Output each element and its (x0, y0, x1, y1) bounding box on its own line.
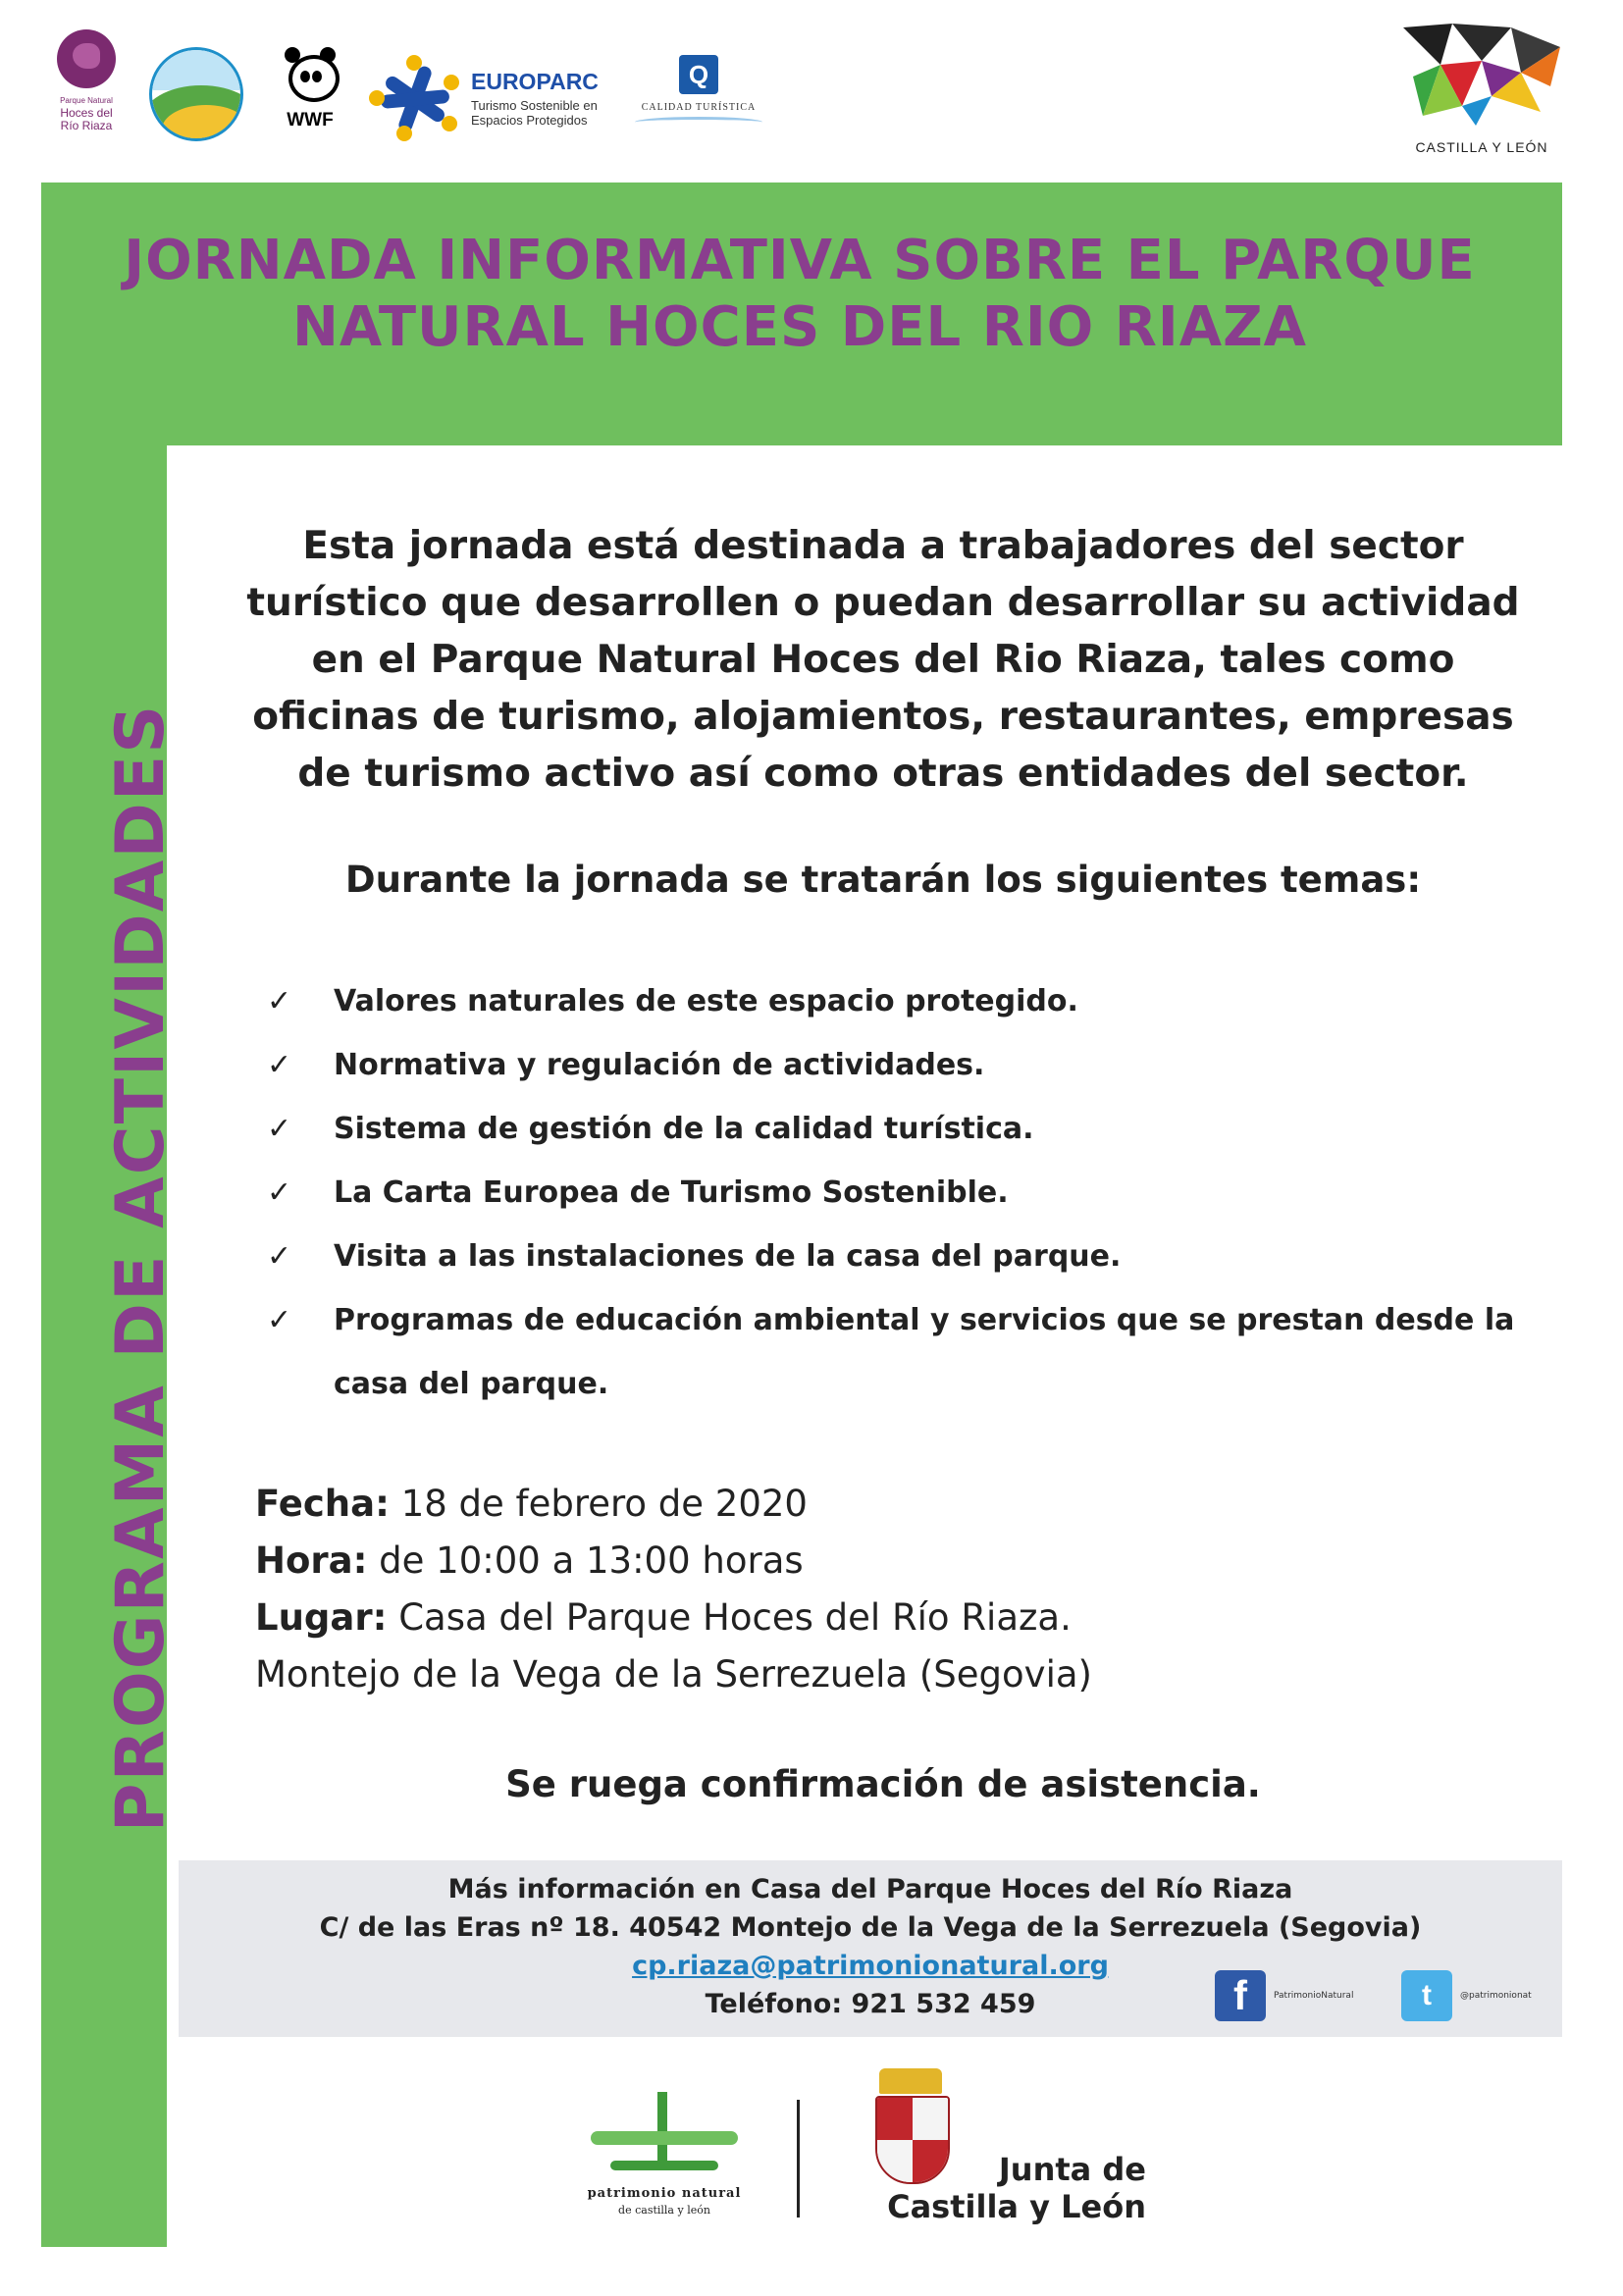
email-link[interactable]: cp.riaza@patrimonionatural.org (632, 1951, 1109, 1981)
page-title-line1: JORNADA INFORMATIVA SOBRE EL PARQUE (124, 229, 1476, 292)
time-value: de 10:00 a 13:00 horas (379, 1539, 804, 1582)
topic-text: La Carta Europea de Turismo Sostenible. (334, 1175, 1009, 1210)
confirmation-note: Se ruega confirmación de asistencia. (505, 1763, 1261, 1805)
date-value: 18 de febrero de 2020 (400, 1483, 808, 1525)
list-item (263, 1225, 1519, 1288)
twitter-icon: t (1401, 1970, 1452, 2021)
time-row (255, 1533, 1531, 1590)
place-row-2: Montejo de la Vega de la Serrezuela (Segovia) (255, 1653, 1092, 1696)
europarc-title: EUROPARC (471, 69, 599, 94)
checkmark-icon: ✓ (267, 1048, 292, 1082)
list-item (263, 969, 1519, 1033)
europarc-subtitle-line1: Turismo Sostenible en (471, 98, 598, 113)
junta-line2: Castilla y León (887, 2188, 1146, 2225)
list-item (263, 1161, 1519, 1225)
topic-text: Programas de educación ambiental y servicios que se prestan desde la casa del parque. (334, 1303, 1515, 1401)
calidad-turistica-logo (632, 55, 765, 139)
crown-icon (879, 2068, 942, 2094)
event-details (255, 1476, 1531, 1703)
phone-number: Teléfono: 921 532 459 (705, 1989, 1036, 2019)
facebook-link[interactable] (1215, 1970, 1353, 2021)
checkmark-icon: ✓ (267, 984, 292, 1018)
europarc-subtitle (471, 98, 598, 128)
plant-icon (657, 2092, 667, 2168)
topics-heading: Durante la jornada se tratarán los siguientes temas: (344, 859, 1422, 901)
contact-info-text (179, 1870, 1562, 2023)
europarc-logo (369, 51, 624, 141)
list-item (263, 1033, 1519, 1097)
patrimonio-logo-line1: patrimonio natural (587, 2186, 742, 2201)
junta-castilla-y-leon-logo (852, 2068, 1146, 2235)
time-label: Hora: (255, 1539, 368, 1582)
hoces-logo-line3: Río Riaza (60, 119, 113, 132)
programa-de-actividades-label: PROGRAMA DE ACTIVIDADES (102, 703, 180, 1833)
hoces-logo-line1: Parque Natural (60, 96, 113, 105)
castilla-y-leon-logo (1393, 18, 1570, 165)
facebook-caption: PatrimonioNatural (1274, 1991, 1354, 2001)
checkmark-icon: ✓ (267, 1239, 292, 1274)
intro-paragraph: Esta jornada está destinada a trabajadores del sector turístico que desarrollen o puedan desarrollar su actividad en el Parque Natural Hoces del Rio Riaza, tales como oficinas de turismo, alojamientos, restaurantes, empresas de turismo activo así como otras entidades del sector. (246, 524, 1520, 796)
castilla-y-leon-emblem-icon (1393, 18, 1570, 135)
facebook-icon: f (1215, 1970, 1266, 2021)
landscape-logo (149, 47, 243, 141)
topic-text: Normativa y regulación de actividades. (334, 1048, 985, 1082)
twitter-link[interactable] (1401, 1970, 1532, 2021)
junta-line1: Junta de (998, 2151, 1146, 2188)
junta-logo-text (852, 2151, 1146, 2225)
vulture-icon (57, 29, 116, 88)
page-title-line2: NATURAL HOCES DEL RIO RIAZA (291, 295, 1308, 359)
page-title (59, 228, 1541, 361)
wwf-logo-text: WWF (287, 110, 334, 130)
date-label: Fecha: (255, 1483, 390, 1525)
contact-line-1: Más información en Casa del Parque Hoces del Río Riaza (447, 1874, 1293, 1905)
footer-divider (797, 2100, 800, 2218)
checkmark-icon: ✓ (267, 1175, 292, 1210)
calidad-turistica-text: CALIDAD TURÍSTICA (641, 102, 757, 113)
contact-address: C/ de las Eras nº 18. 40542 Montejo de la Vega de la Serrezuela (Segovia) (319, 1912, 1422, 1943)
europarc-star-icon (369, 55, 459, 141)
hoces-logo-line2: Hoces del (60, 106, 113, 120)
twitter-caption: @patrimonionat (1460, 1991, 1532, 2001)
q-quality-icon: Q (679, 55, 718, 94)
europarc-subtitle-line2: Espacios Protegidos (471, 113, 588, 128)
list-item (263, 1097, 1519, 1161)
date-row (255, 1476, 1531, 1533)
checkmark-icon: ✓ (267, 1303, 292, 1337)
hoces-del-rio-riaza-logo (47, 29, 126, 137)
topic-text: Sistema de gestión de la calidad turística. (334, 1112, 1034, 1146)
patrimonio-natural-logo (581, 2092, 748, 2229)
patrimonio-logo-line2: de castilla y león (618, 2204, 710, 2217)
topics-list (263, 969, 1519, 1416)
checkmark-icon: ✓ (267, 1112, 292, 1146)
topic-text: Visita a las instalaciones de la casa del parque. (334, 1239, 1122, 1274)
wwf-logo (277, 47, 343, 135)
panda-icon (281, 47, 340, 108)
topic-text: Valores naturales de este espacio protegido. (334, 984, 1078, 1018)
place-row (255, 1590, 1531, 1646)
place-label: Lugar: (255, 1596, 388, 1639)
castilla-y-leon-text: CASTILLA Y LEÓN (1415, 139, 1548, 155)
place-value: Casa del Parque Hoces del Río Riaza. (398, 1596, 1072, 1639)
list-item (263, 1288, 1519, 1416)
hoces-logo-text (47, 94, 126, 132)
